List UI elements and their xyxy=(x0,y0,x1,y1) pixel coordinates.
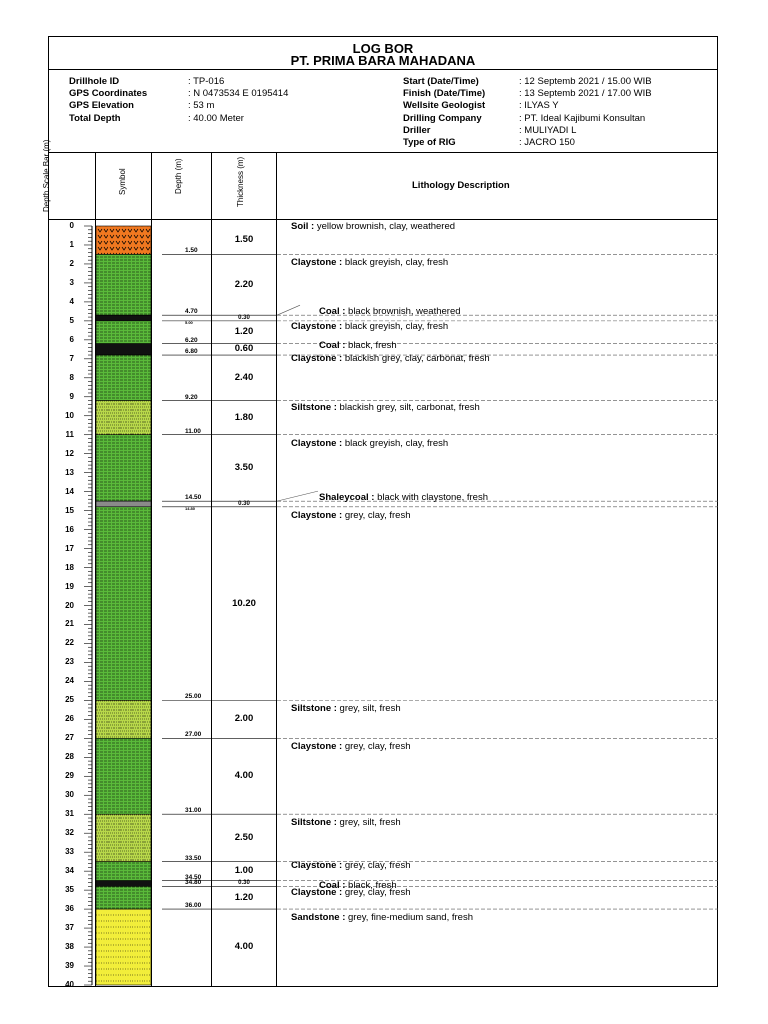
lithology-description xyxy=(319,306,461,317)
info-value: : 13 Septemb 2021 / 17.00 WIB xyxy=(519,88,652,100)
info-value: : 53 m xyxy=(188,100,215,112)
lithology-detail: black, fresh xyxy=(345,879,397,891)
thickness-value: 1.20 xyxy=(234,891,254,903)
scale-tick-label: 22 xyxy=(65,638,74,648)
lithology-detail: blackish grey, clay, carbonat, fresh xyxy=(342,353,490,365)
thickness-value: 4.00 xyxy=(234,941,254,953)
symbol-column-header: Symbol xyxy=(118,168,127,195)
lithology-description xyxy=(291,887,411,898)
lithology-description xyxy=(319,340,397,351)
info-value: : 40.00 Meter xyxy=(188,112,244,124)
scale-tick-label: 23 xyxy=(65,657,74,667)
scale-tick-label: 31 xyxy=(65,809,74,819)
lithology-description xyxy=(291,438,448,449)
description-column-header: Lithology Description xyxy=(412,180,510,191)
scale-tick-label: 1 xyxy=(69,239,74,249)
page-title: LOG BOR xyxy=(352,41,414,56)
lithology-description xyxy=(291,402,480,413)
depth-label: 34.50 xyxy=(185,873,202,881)
lithology-detail: black greyish, clay, fresh xyxy=(342,257,449,269)
depth-label: 6.80 xyxy=(185,348,198,356)
symbol-column xyxy=(95,152,152,987)
lithology-detail: grey, clay, fresh xyxy=(342,859,411,871)
thickness-column-header: Thickness (m) xyxy=(236,156,245,207)
scale-tick-label: 20 xyxy=(65,600,74,610)
depth-label: 25.00 xyxy=(185,693,202,701)
scale-tick-label: 3 xyxy=(69,277,74,287)
info-label: Driller xyxy=(403,124,431,136)
lithology-description xyxy=(291,257,448,268)
thickness-value: 2.40 xyxy=(234,371,254,383)
scale-tick-label: 15 xyxy=(65,505,74,515)
depth-label: 11.00 xyxy=(185,427,201,435)
scale-tick-label: 10 xyxy=(65,410,74,420)
lithology-name: Claystone : xyxy=(291,437,343,449)
lithology-detail: grey, clay, fresh xyxy=(342,741,411,753)
scale-tick-label: 12 xyxy=(65,448,74,458)
lithology-detail: black with claystone, fresh xyxy=(374,492,488,504)
scale-tick-label: 8 xyxy=(69,372,74,382)
thickness-column xyxy=(211,152,277,987)
lithology-detail: grey, clay, fresh xyxy=(342,887,411,899)
depth-label: 27.00 xyxy=(185,731,202,739)
lithology-description xyxy=(291,860,411,871)
lithology-detail: yellow brownish, clay, weathered xyxy=(314,221,456,232)
info-label: Type of RIG xyxy=(403,137,456,148)
lithology-description xyxy=(291,353,490,364)
depth-label: 4.70 xyxy=(185,308,198,316)
info-value: : TP-016 xyxy=(188,76,225,87)
company-title: PT. PRIMA BARA MAHADANA xyxy=(290,53,476,68)
depth-label: 14.50 xyxy=(185,494,202,502)
scale-tick-label: 25 xyxy=(65,695,74,705)
depth-label: 1.50 xyxy=(185,247,198,255)
lithology-name: Coal : xyxy=(319,879,346,891)
lithology-detail: grey, silt, fresh xyxy=(336,817,401,829)
scale-tick-label: 0 xyxy=(69,221,74,230)
lithology-detail: black greyish, clay, fresh xyxy=(342,320,449,332)
thickness-value: 0.30 xyxy=(238,500,250,507)
scale-tick-label: 19 xyxy=(65,581,74,591)
lithology-detail: grey, fine-medium sand, fresh xyxy=(345,912,473,924)
depth-label: 6.20 xyxy=(185,336,198,344)
scale-tick-label: 5 xyxy=(69,315,74,325)
scale-tick-label: 38 xyxy=(65,942,74,952)
thickness-value: 0.30 xyxy=(238,315,250,322)
info-label: Drilling Company xyxy=(403,112,482,124)
info-label: Drillhole ID xyxy=(69,76,120,87)
lithology-detail: blackish grey, silt, carbonat, fresh xyxy=(336,401,480,413)
info-value: : 12 Septemb 2021 / 15.00 WIB xyxy=(519,76,652,87)
lithology-description xyxy=(291,741,411,752)
lithology-detail: grey, clay, fresh xyxy=(342,509,411,521)
depth-label: 33.50 xyxy=(185,854,202,862)
depth-label: 31.00 xyxy=(185,807,202,815)
scale-tick-label: 9 xyxy=(69,391,74,401)
lithology-detail: black brownish, weathered xyxy=(345,306,461,318)
lithology-name: Claystone : xyxy=(291,257,343,269)
thickness-value: 1.00 xyxy=(234,865,254,877)
scale-tick-label: 18 xyxy=(65,562,74,572)
scale-tick-label: 17 xyxy=(65,543,74,553)
thickness-value: 10.20 xyxy=(232,597,256,609)
scale-tick-label: 26 xyxy=(65,714,74,724)
thickness-value: 1.50 xyxy=(234,234,254,246)
lithology-name: Coal : xyxy=(319,306,346,318)
info-label: Total Depth xyxy=(69,112,121,124)
depth-label: 5.00 xyxy=(185,319,193,325)
info-label: GPS Elevation xyxy=(69,100,134,112)
lithology-name: Siltstone : xyxy=(291,401,337,413)
info-label: GPS Coordinates xyxy=(69,88,148,100)
scale-tick-label: 34 xyxy=(65,866,74,876)
info-label: Finish (Date/Time) xyxy=(403,88,486,100)
lithology-name: Claystone : xyxy=(291,741,343,753)
scale-tick-label: 27 xyxy=(65,733,74,743)
thickness-value: 1.80 xyxy=(234,411,254,423)
info-label: Start (Date/Time) xyxy=(403,76,479,87)
thickness-value: 4.00 xyxy=(234,770,254,782)
thickness-value: 0.60 xyxy=(234,343,254,355)
scale-tick-label: 13 xyxy=(65,467,74,477)
depth-label: 36.00 xyxy=(185,902,202,910)
lithology-description xyxy=(291,912,473,923)
info-label: Wellsite Geologist xyxy=(403,100,486,112)
info-value: : JACRO 150 xyxy=(519,137,575,148)
lithology-name: Claystone : xyxy=(291,859,343,871)
lithology-description xyxy=(291,321,448,332)
lithology-name: Shaleycoal : xyxy=(319,492,375,504)
thickness-value: 3.50 xyxy=(234,461,254,473)
lithology-detail: grey, silt, fresh xyxy=(336,703,401,715)
lithology-description xyxy=(319,492,488,503)
scale-tick-label: 40 xyxy=(65,980,74,989)
info-value: : ILYAS Y xyxy=(519,100,559,112)
scale-column-header: Depth Scale Bar (m) xyxy=(42,139,51,212)
scale-tick-label: 32 xyxy=(65,828,74,838)
lithology-description xyxy=(291,703,401,714)
scale-tick-label: 35 xyxy=(65,885,74,895)
scale-tick-label: 6 xyxy=(69,334,74,344)
scale-tick-label: 24 xyxy=(65,676,74,686)
lithology-name: Coal : xyxy=(319,339,346,351)
lithology-description xyxy=(291,221,455,232)
thickness-value: 1.20 xyxy=(234,326,254,338)
scale-tick-label: 30 xyxy=(65,790,74,800)
thickness-value: 0.30 xyxy=(238,880,250,887)
depth-column-header: Depth (m) xyxy=(174,158,183,194)
scale-tick-label: 37 xyxy=(65,923,74,933)
scale-tick-label: 2 xyxy=(69,258,74,268)
scale-tick-label: 28 xyxy=(65,752,74,762)
scale-tick-label: 39 xyxy=(65,961,74,971)
depth-label: 9.20 xyxy=(185,393,198,401)
lithology-description xyxy=(291,817,401,828)
lithology-name: Claystone : xyxy=(291,509,343,521)
depth-label: 34.80 xyxy=(185,879,202,887)
thickness-value: 2.20 xyxy=(234,278,254,290)
depth-label: 14.80 xyxy=(185,505,196,511)
scale-tick-label: 14 xyxy=(65,486,74,496)
lithology-name: Claystone : xyxy=(291,320,343,332)
scale-tick-label: 7 xyxy=(69,353,74,363)
lithology-name: Siltstone : xyxy=(291,703,337,715)
info-value: : MULIYADI L xyxy=(519,124,577,136)
lithology-name: Siltstone : xyxy=(291,817,337,829)
info-value: : PT. Ideal Kajibumi Konsultan xyxy=(519,112,646,124)
scale-tick-label: 4 xyxy=(69,296,74,306)
lithology-detail: black greyish, clay, fresh xyxy=(342,437,449,449)
scale-tick-label: 29 xyxy=(65,771,74,781)
thickness-value: 2.00 xyxy=(234,713,254,725)
scale-tick-label: 16 xyxy=(65,524,74,534)
scale-tick-label: 11 xyxy=(65,429,74,439)
thickness-value: 2.50 xyxy=(234,831,254,843)
lithology-name: Soil : xyxy=(291,221,315,232)
lithology-name: Sandstone : xyxy=(291,912,346,924)
info-value: : N 0473534 E 0195414 xyxy=(188,88,289,100)
lithology-description xyxy=(291,510,411,521)
scale-tick-label: 21 xyxy=(65,619,74,629)
scale-tick-label: 36 xyxy=(65,904,74,914)
lithology-name: Claystone : xyxy=(291,353,343,365)
scale-tick-label: 33 xyxy=(65,847,74,857)
title-divider xyxy=(49,69,717,70)
lithology-name: Claystone : xyxy=(291,887,343,899)
lithology-detail: black, fresh xyxy=(345,339,397,351)
